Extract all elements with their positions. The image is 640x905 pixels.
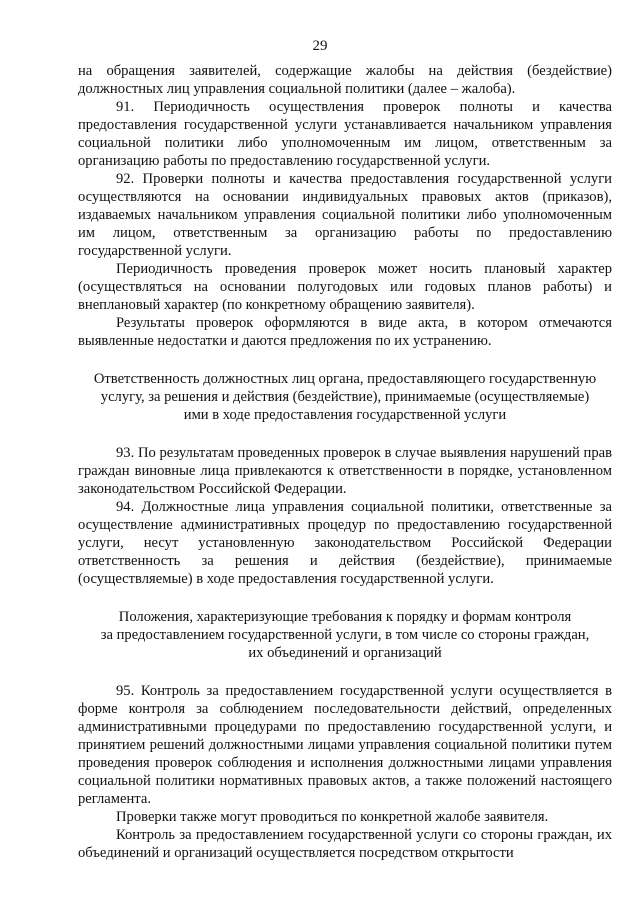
heading-line: услугу, за решения и действия (бездействие), принимаемые (осуществляемые) [100,389,590,405]
heading-line: за предоставлением государственной услуги, в том числе со стороны граждан, [100,627,590,643]
paragraph-92: 92. Проверки полноты и качества предоставления государственной услуги осуществляются на основании индивидуальных правовых актов (приказов), издаваемых начальником управления социальной политики либо уполномоченным им лицом, ответственным за организацию работы по предоставлению государственной услуги. [78,171,612,259]
paragraph-complaint-checks: Проверки также могут проводиться по конкретной жалобе заявителя. [116,809,549,825]
paragraph-91: 91. Периодичность осуществления проверок полноты и качества предоставления государственной услуги устанавливается начальником управления социальной политики либо уполномоченным им лицом, ответственным за организацию работы по предоставлению государственной услуги. [78,99,612,169]
heading-line: ими в ходе предоставления государственной услуги [183,407,507,423]
section-heading-control [78,608,612,662]
heading-line: Ответственность должностных лиц органа, предоставляющего государственную [93,371,597,387]
page-number: 29 [312,38,328,54]
document-body [78,62,612,862]
paragraph-results: Результаты проверок оформляются в виде акта, в котором отмечаются выявленные недостатки и даются предложения по их устранению. [78,315,612,349]
paragraph-continuation: на обращения заявителей, содержащие жалобы на действия (бездействие) должностных лиц управления социальной политики (далее – жалоба). [78,63,612,97]
paragraph-93: 93. По результатам проведенных проверок в случае выявления нарушений прав граждан виновные лица привлекаются к ответственности в порядке, установленном законодательством Российской Федерации. [78,445,612,497]
paragraph-citizen-control: Контроль за предоставлением государственной услуги со стороны граждан, их объединений и организаций осуществляется посредством открытости [78,827,612,861]
section-heading-responsibility [78,370,612,424]
paragraph-95: 95. Контроль за предоставлением государственной услуги осуществляется в форме контроля за соблюдением последовательности действий, определенных административными процедурами по предоставлению государственной услуги, и принятием решений должностными лицами управления социальной политики путем проведения проверок соблюдения и исполнения должностными лицами управления социальной политики нормативных правовых актов, а также положений настоящего регламента. [78,683,612,807]
paragraph-periodicity: Периодичность проведения проверок может носить плановый характер (осуществляться на основании полугодовых или годовых планов работы) и внеплановый характер (по конкретному обращению заявителя). [78,261,612,313]
paragraph-94: 94. Должностные лица управления социальной политики, ответственные за осуществление административных процедур по предоставлению государственной услуги, несут установленную законодательством Российской Федерации ответственность за решения и действия (бездействие), принимаемые (осуществляемые) в ходе предоставления государственной услуги. [78,499,612,587]
heading-line: их объединений и организаций [248,645,442,661]
heading-line: Положения, характеризующие требования к порядку и формам контроля [118,609,572,625]
